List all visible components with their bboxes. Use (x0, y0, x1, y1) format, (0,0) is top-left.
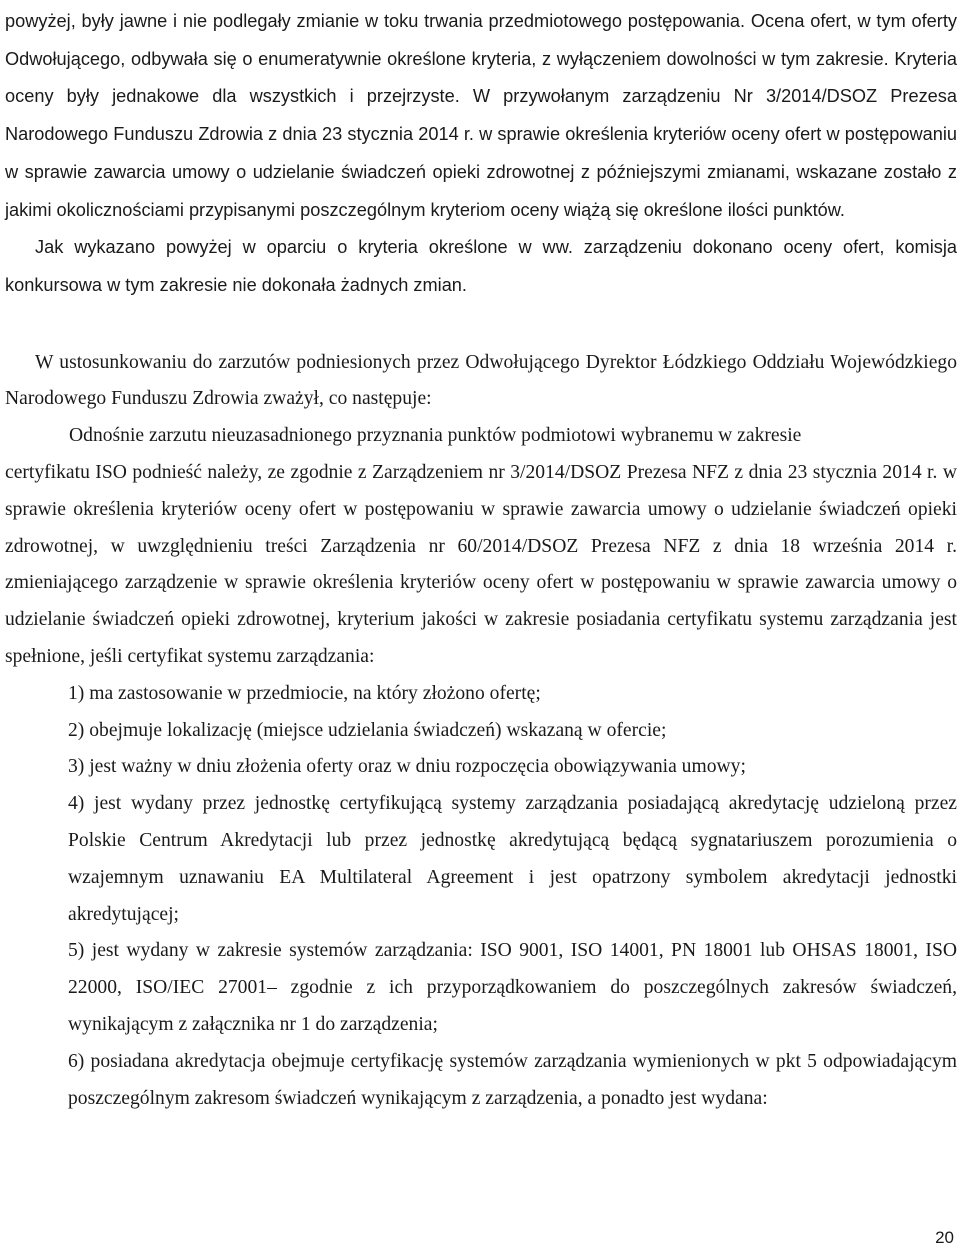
paragraph-iso-heading: Odnośnie zarzutu nieuzasadnionego przyznania punktów podmiotowi wybranemu w zakresie (69, 425, 802, 447)
document-page (5, 0, 957, 1117)
list-item: 4) jest wydany przez jednostkę certyfikującą systemy zarządzania posiadającą akredytację udzieloną przez Polskie Centrum Akredytacji lub przez jednostkę akredytującą będącą sygnatariuszem porozumienia o wzajemnym uznawaniu EA Multilateral Agreement i jest opatrzony symbolem akredytacji jednostki akredytującej; (68, 793, 957, 925)
paragraph-criteria-transparency: powyżej, były jawne i nie podlegały zmianie w toku trwania przedmiotowego postępowania. Ocena ofert, w tym oferty Odwołującego, odbywała się o enumeratywnie określone kryteria, z wyłączeniem dowolności w tym zakresie. Kryteria oceny były jednakowe dla wszystkich i przejrzyste. W przywołanym zarządzeniu Nr 3/2014/DSOZ Prezesa Narodowego Funduszu Zdrowia z dnia 23 stycznia 2014 r. w sprawie określenia kryteriów oceny ofert w postępowaniu w sprawie zawarcia umowy o udzielanie świadczeń opieki zdrowotnej z późniejszymi zmianami, wskazane zostało z jakimi okolicznościami przypisanymi poszczególnym kryteriom oceny wiążą się określone ilości punktów. (5, 11, 957, 220)
list-item: 3) jest ważny w dniu złożenia oferty oraz w dniu rozpoczęcia obowiązywania umowy; (68, 756, 746, 778)
list-item: 5) jest wydany w zakresie systemów zarządzania: ISO 9001, ISO 14001, PN 18001 lub OHSAS 18001, ISO 22000, ISO/IEC 27001– zgodnie z ich przyporządkowaniem do poszczególnych zakresów świadczeń, wynikającym z załącznika nr 1 do zarządzenia; (68, 940, 957, 1035)
list-item: 6) posiadana akredytacja obejmuje certyfikację systemów zarządzania wymienionych w pkt 5 odpowiadającym poszczególnym zakresom świadczeń wynikającym z zarządzenia, a ponadto jest wydana: (68, 1050, 957, 1109)
list-item: 1) ma zastosowanie w przedmiocie, na który złożono ofertę; (68, 682, 541, 704)
certificate-conditions-list (5, 676, 957, 1118)
page-number: 20 (935, 1228, 954, 1247)
paragraph-evaluation-summary: Jak wykazano powyżej w oparciu o kryteria określone w ww. zarządzeniu dokonano oceny ofert, komisja konkursowa w tym zakresie nie dokonała żadnych zmian. (5, 237, 957, 295)
paragraph-iso-certificate: certyfikatu ISO podnieść należy, ze zgodnie z Zarządzeniem nr 3/2014/DSOZ Prezesa NFZ z dnia 23 stycznia 2014 r. w sprawie określenia kryteriów oceny ofert w postępowaniu w sprawie zawarcia umowy o udzielanie świadczeń opieki zdrowotnej, w uwzględnieniu treści Zarządzenia nr 60/2014/DSOZ Prezesa NFZ z dnia 18 września 2014 r. zmieniającego zarządzenie w sprawie określenia kryteriów oceny ofert w postępowaniu w sprawie zawarcia umowy o udzielanie świadczeń opieki zdrowotnej, kryterium jakości w zakresie posiadania certyfikatu systemu zarządzania jest spełnione, jeśli certyfikat systemu zarządzania: (5, 462, 957, 667)
list-item: 2) obejmuje lokalizację (miejsce udzielania świadczeń) wskazaną w ofercie; (68, 719, 667, 741)
paragraph-director-response: W ustosunkowaniu do zarzutów podniesionych przez Odwołującego Dyrektor Łódzkiego Oddziału Wojewódzkiego Narodowego Funduszu Zdrowia zważył, co następuje: (5, 351, 957, 410)
